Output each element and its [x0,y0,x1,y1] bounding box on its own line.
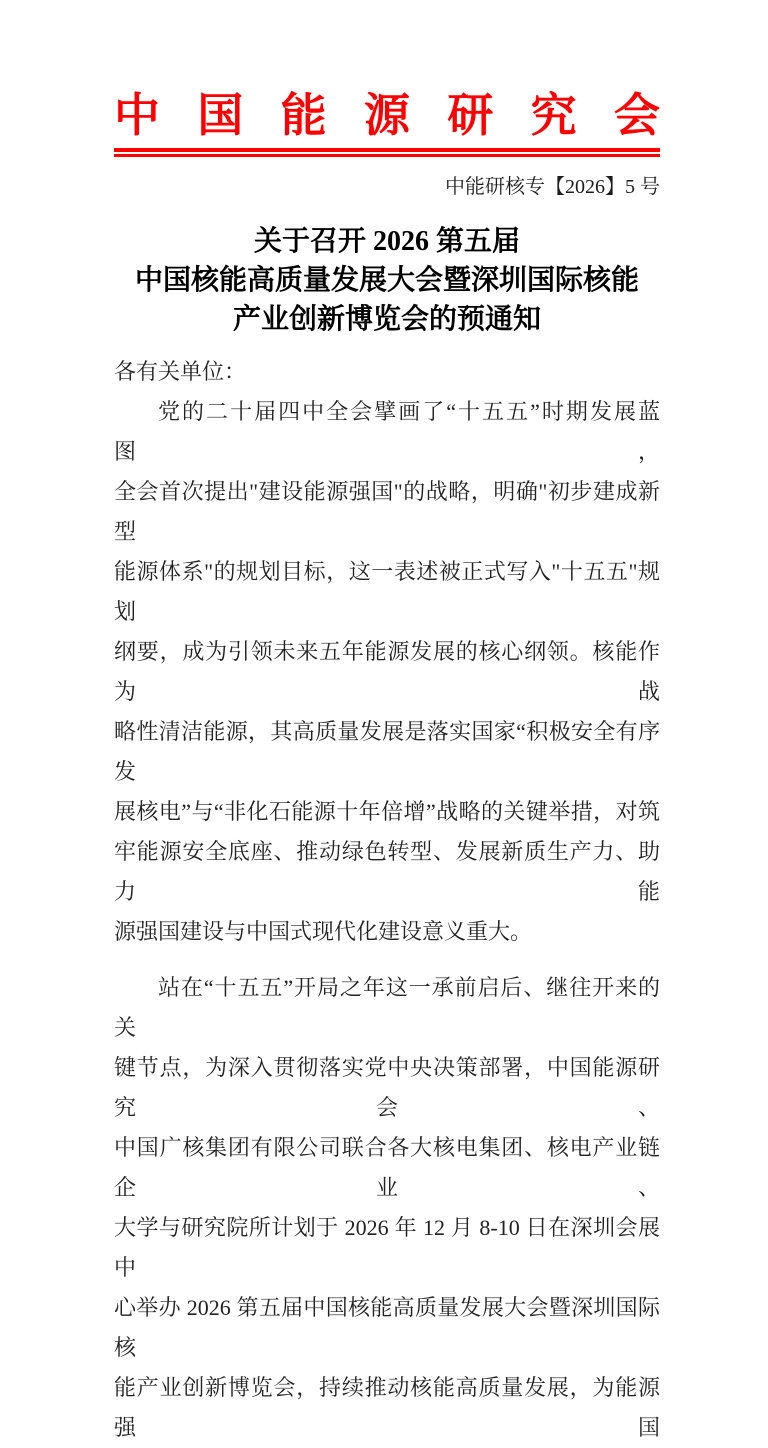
notice-title-line-3: 产业创新博览会的预通知 [232,304,541,336]
notice-title [114,222,660,339]
notice-title-line-1: 关于召开 2026 第五届 [253,226,520,258]
notice-title-line-2: 中国核能高质量发展大会暨深圳国际核能 [134,265,639,297]
paragraph-2 [114,968,660,1448]
body-line: 全会首次提出"建设能源强国"的战略，明确"初步建成新型 [114,479,660,545]
org-name: 中 国 能 源 研 究 会 [114,90,660,141]
body-line: 源强国建设与中国式现代化建设意义重大。 [114,919,533,945]
body-line: 能产业创新博览会，持续推动核能高质量发展，为能源强国 [114,1375,660,1441]
body-line: 牢能源安全底座、推动绿色转型、发展新质生产力、助力能 [114,839,660,905]
masthead [114,88,660,199]
body-line: 略性清洁能源，其高质量发展是落实国家“积极安全有序发 [114,719,660,785]
body-line: 键节点，为深入贯彻落实党中央决策部署，中国能源研究会、 [114,1055,660,1121]
body-line: 能源体系"的规划目标，这一表述被正式写入"十五五"规划 [114,559,660,625]
red-rule-top [114,148,660,152]
body-line: 大学与研究院所计划于 2026 年 12 月 8-10 日在深圳会展中 [114,1215,660,1281]
body-line: 中国广核集团有限公司联合各大核电集团、核电产业链企业、 [114,1135,660,1201]
red-rule-bottom [114,154,660,157]
paragraph-1 [114,392,660,952]
body-line: 纲要，成为引领未来五年能源发展的核心纲领。核能作为战 [114,639,660,705]
doc-number: 中能研核专【2026】5 号 [445,176,660,199]
body-line: 站在“十五五”开局之年这一承前启后、继往开来的关 [114,975,660,1041]
body-line: 党的二十届四中全会擘画了“十五五”时期发展蓝图， [114,399,660,465]
body-line: 展核电”与“非化石能源十年倍增”战略的关键举措，对筑 [114,799,660,825]
body-line: 心举办 2026 第五届中国核能高质量发展大会暨深圳国际核 [114,1295,660,1361]
salutation: 各有关单位： [114,359,247,385]
notice-body [114,352,660,1448]
